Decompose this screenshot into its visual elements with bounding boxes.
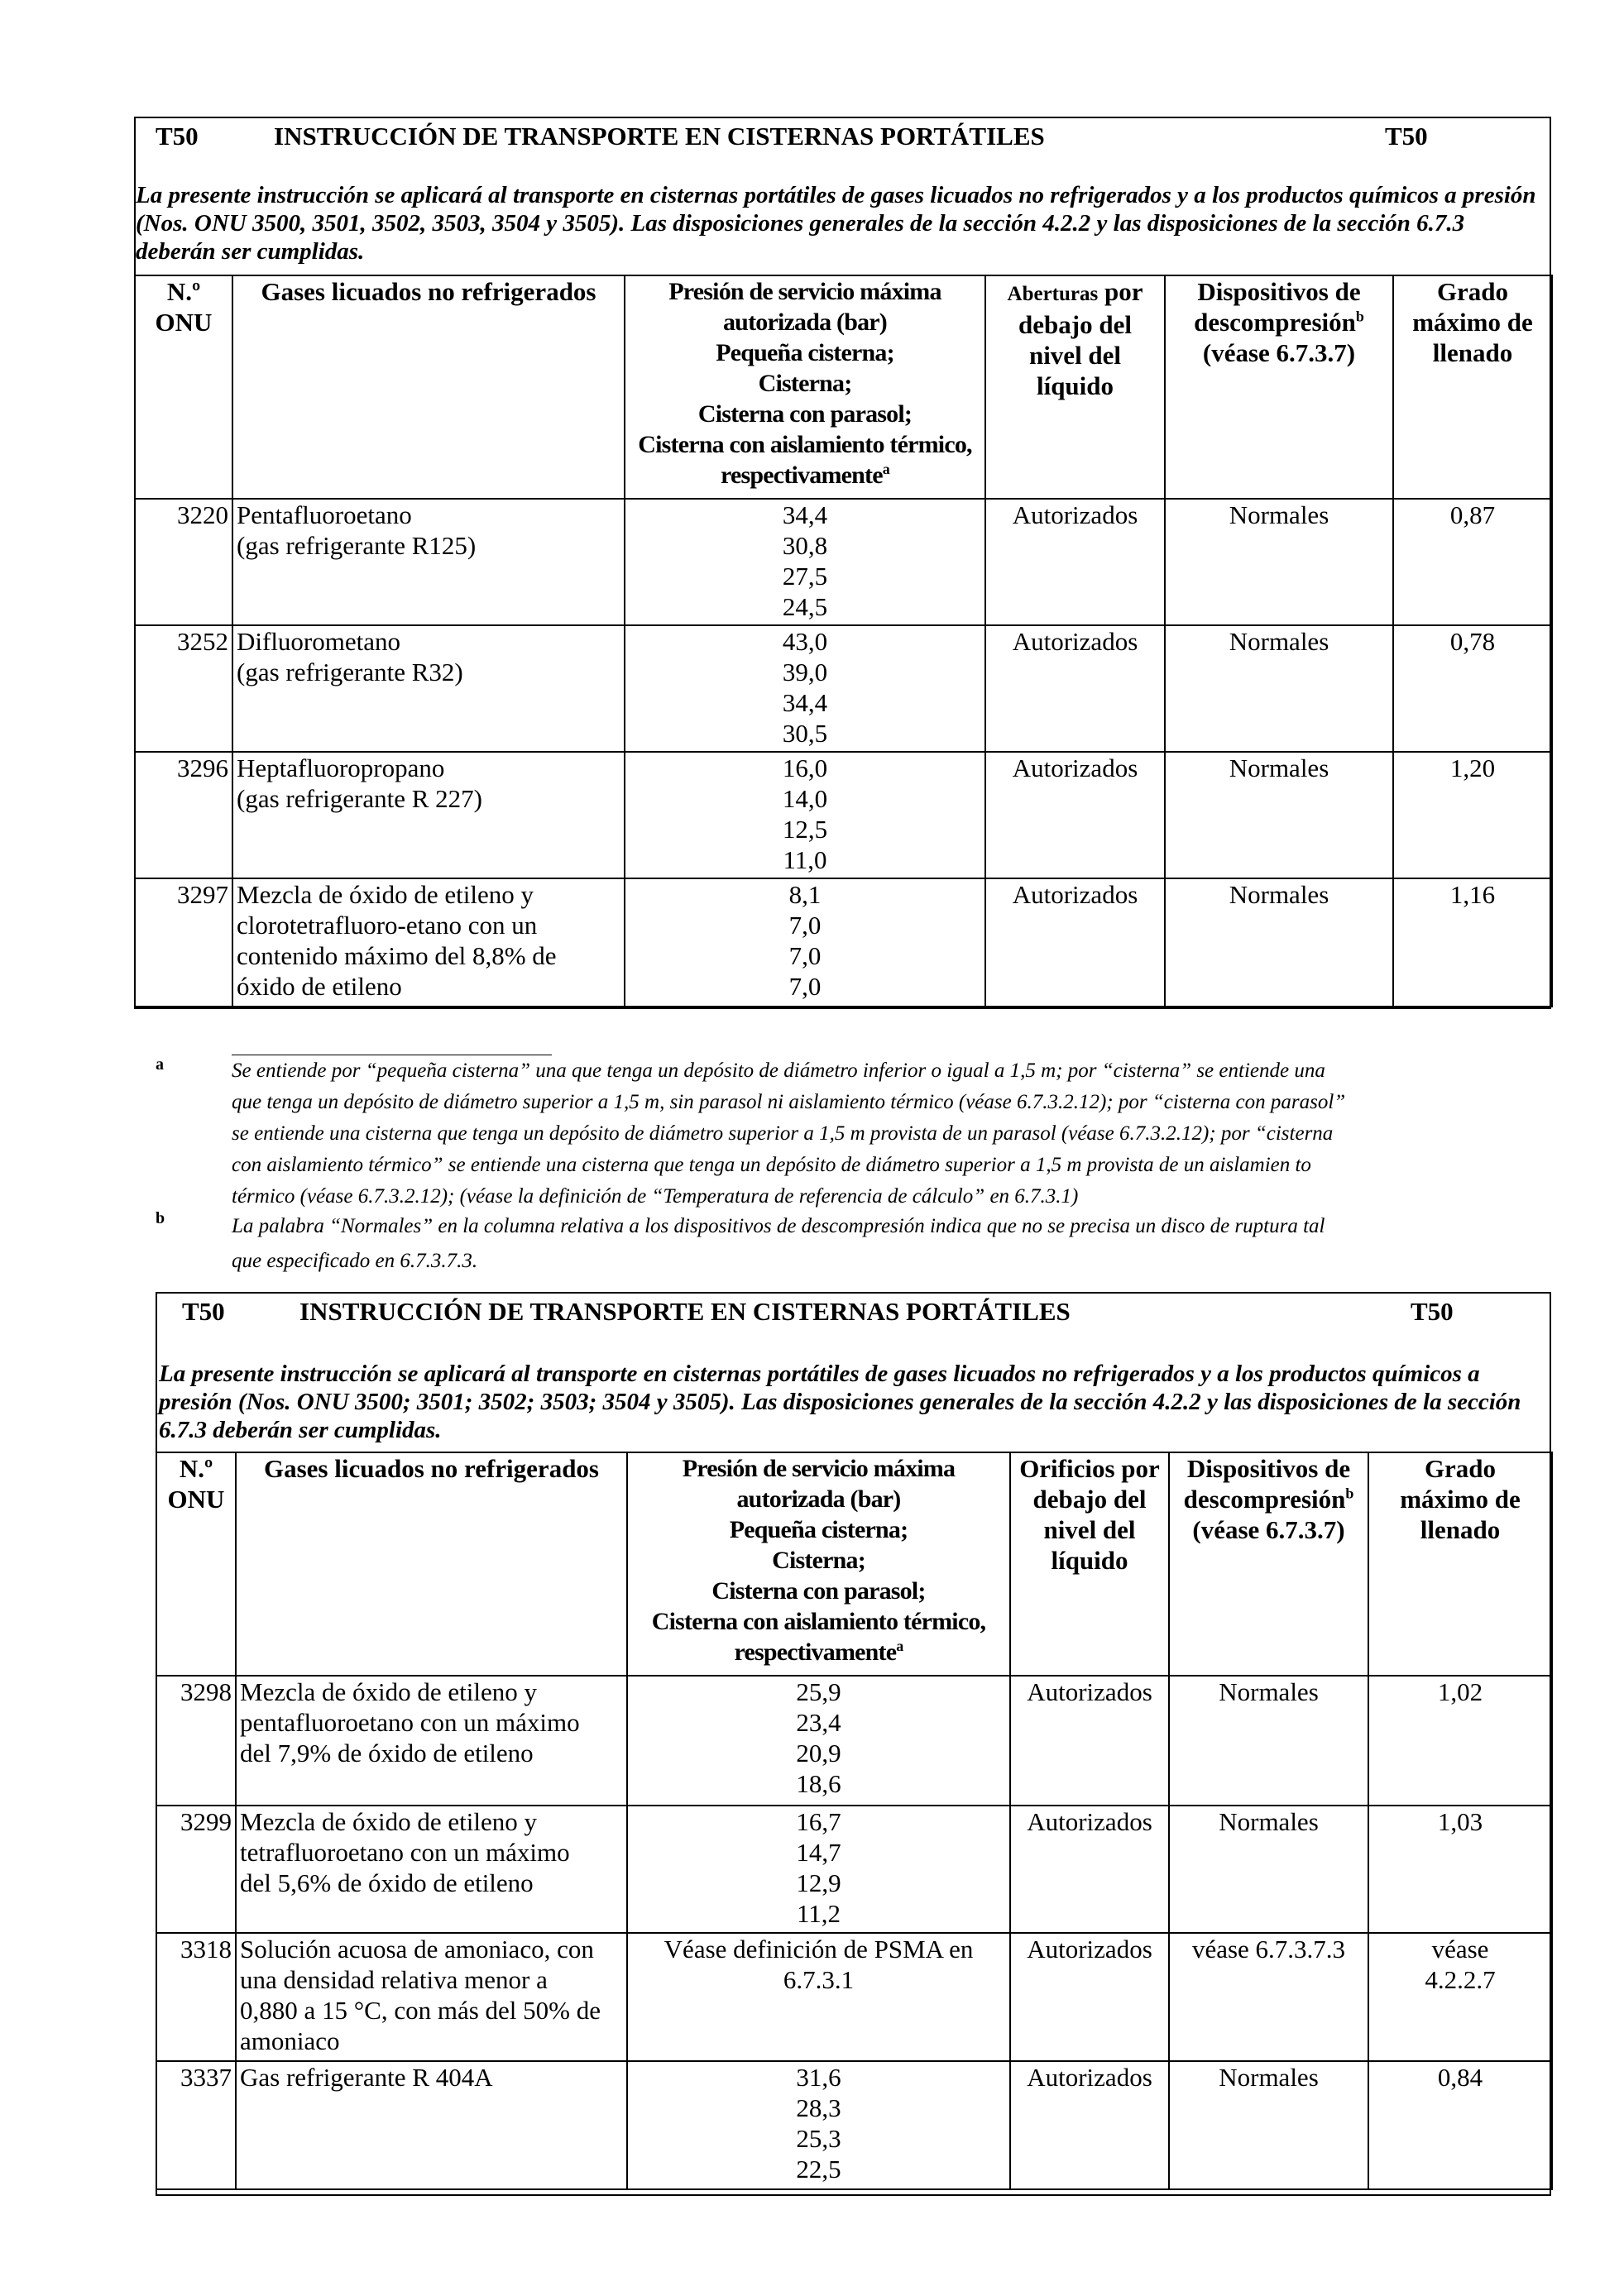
cell-presion: 34,4 30,8 27,5 24,5 [625, 499, 985, 625]
header-aberturas: Aberturas por debajo del nivel del líquido [985, 275, 1165, 499]
instruction-table-block-2 [156, 1292, 1551, 2196]
cell-presion: 16,0 14,0 12,5 11,0 [625, 752, 985, 878]
instruction-table-block-1 [134, 117, 1551, 1009]
cell-onu: 3297 [135, 878, 232, 1007]
cell-aberturas: Autorizados [985, 752, 1165, 878]
cell-dispositivos: Normales [1169, 1806, 1368, 1933]
cell-gas: Difluorometano (gas refrigerante R32) [232, 625, 625, 752]
table-header-row [135, 275, 1552, 499]
header-dispositivos: Dispositivos de descompresión$^b$ (véase 6.7.3.7) [1165, 275, 1393, 499]
cell-gas: Gas refrigerante R 404A [236, 2061, 627, 2189]
header-gases: Gases licuados no refrigerados [236, 1452, 627, 1676]
header-orificios: Orificios por debajo del nivel del líquido [1010, 1452, 1169, 1676]
instruction-code-right: T50 [1385, 122, 1428, 151]
gases-table [156, 1452, 1553, 2190]
header-gases: Gases licuados no refrigerados [232, 275, 625, 499]
cell-orificios: Autorizados [1010, 1676, 1169, 1806]
header-onu: N.º ONU [135, 275, 232, 499]
cell-grado: 0,84 [1368, 2061, 1552, 2189]
table-title-row [157, 1294, 1550, 1333]
table-row [135, 878, 1552, 1007]
instruction-code-left: T50 [182, 1297, 225, 1326]
cell-presion: 16,7 14,7 12,9 11,2 [627, 1806, 1010, 1933]
table-row [135, 625, 1552, 752]
cell-gas: Mezcla de óxido de etileno y pentafluoroetano con un máximo del 7,9% de óxido de etileno [236, 1676, 627, 1806]
header-dispositivos: Dispositivos de descompresión$^b$ (véase 6.7.3.7) [1169, 1452, 1368, 1676]
cell-dispositivos: Normales [1169, 1676, 1368, 1806]
cell-dispositivos: véase 6.7.3.7.3 [1169, 1933, 1368, 2061]
cell-grado: 0,87 [1393, 499, 1552, 625]
table-row [156, 2061, 1552, 2189]
footnote-b-mark: b [156, 1209, 165, 1227]
table-row [135, 499, 1552, 625]
cell-orificios: Autorizados [1010, 1933, 1169, 2061]
cell-aberturas: Autorizados [985, 878, 1165, 1007]
cell-presion: 43,0 39,0 34,4 30,5 [625, 625, 985, 752]
cell-gas: Mezcla de óxido de etileno y tetrafluoroetano con un máximo del 5,6% de óxido de etileno [236, 1806, 627, 1933]
cell-onu: 3299 [156, 1806, 236, 1933]
cell-grado: véase 4.2.2.7 [1368, 1933, 1552, 2061]
cell-presion: Véase definición de PSMA en 6.7.3.1 [627, 1933, 1010, 2061]
instruction-title: INSTRUCCIÓN DE TRANSPORTE EN CISTERNAS PORTÁTILES [274, 122, 1045, 151]
cell-grado: 1,02 [1368, 1676, 1552, 1806]
table-row [156, 1933, 1552, 2061]
cell-grado: 0,78 [1393, 625, 1552, 752]
cell-presion: 8,1 7,0 7,0 7,0 [625, 878, 985, 1007]
cell-onu: 3298 [156, 1676, 236, 1806]
gases-table [134, 275, 1553, 1007]
cell-gas: Mezcla de óxido de etileno y clorotetrafluoro-etano con un contenido máximo del 8,8% de óxido de etileno [232, 878, 625, 1007]
cell-grado: 1,03 [1368, 1806, 1552, 1933]
footnote-b: La palabra “Normales” en la columna relativa a los dispositivos de descompresión indica que no se precisa un disco de ruptura tal que especificado en 6.7.3.7.3. [232, 1215, 1325, 1272]
cell-orificios: Autorizados [1010, 2061, 1169, 2189]
header-grado: Grado máximo de llenado [1393, 275, 1552, 499]
header-presion: Presión de servicio máxima autorizada (bar) Pequeña cisterna; Cisterna; Cisterna con parasol; Cisterna con aislamiento térmico, respectivamente$^a$ [627, 1452, 1010, 1676]
cell-grado: 1,16 [1393, 878, 1552, 1007]
cell-orificios: Autorizados [1010, 1806, 1169, 1933]
cell-dispositivos: Normales [1169, 2061, 1368, 2189]
cell-presion: 25,9 23,4 20,9 18,6 [627, 1676, 1010, 1806]
footnote-a-mark: a [156, 1055, 164, 1074]
cell-dispositivos: Normales [1165, 625, 1393, 752]
cell-dispositivos: Normales [1165, 499, 1393, 625]
cell-dispositivos: Normales [1165, 752, 1393, 878]
cell-gas: Heptafluoropropano (gas refrigerante R 227) [232, 752, 625, 878]
footnote-a: Se entiende por “pequeña cisterna” una que tenga un depósito de diámetro inferior o igual a 1,5 m; por “cisterna” se entiende una que tenga un depósito de diámetro superior a 1,5 m, sin parasol ni aislamiento térmico (véase 6.7.3.2.12); por “cisterna con parasol” se entiende una cisterna que tenga un depósito de diámetro superior a 1,5 m provista de un parasol (véase 6.7.3.2.12); por “cisterna con aislamiento térmico” se entiende una cisterna que tenga un depósito de diámetro superior a 1,5 m provista de un aislamien to térmico (véase 6.7.3.2.12); (véase la definición de “Temperatura de referencia de cálculo” en 6.7.3.1) [232, 1060, 1346, 1208]
table-row [135, 752, 1552, 878]
cell-presion: 31,6 28,3 25,3 22,5 [627, 2061, 1010, 2189]
cell-onu: 3220 [135, 499, 232, 625]
cell-onu: 3337 [156, 2061, 236, 2189]
table-row [156, 1676, 1552, 1806]
cell-onu: 3296 [135, 752, 232, 878]
cell-dispositivos: Normales [1165, 878, 1393, 1007]
instruction-intro: La presente instrucción se aplicará al transporte en cisternas portátiles de gases licuados no refrigerados y a los productos químicos a presión (Nos. ONU 3500; 3501; 3502; 3503; 3504 y 3505). Las disposiciones generales de la sección 4.2.2 y las disposiciones de la sección 6.7.3 deberán ser cumplidas. [159, 1361, 1521, 1443]
instruction-code-right: T50 [1411, 1297, 1454, 1326]
cell-aberturas: Autorizados [985, 499, 1165, 625]
header-presion: Presión de servicio máxima autorizada (bar) Pequeña cisterna; Cisterna; Cisterna con parasol; Cisterna con aislamiento térmico, respectivamente$^a$ [625, 275, 985, 499]
table-row [156, 1806, 1552, 1933]
table-header-row [156, 1452, 1552, 1676]
cell-gas: Pentafluoroetano (gas refrigerante R125) [232, 499, 625, 625]
instruction-intro: La presente instrucción se aplicará al transporte en cisternas portátiles de gases licuados no refrigerados y a los productos químicos a presión (Nos. ONU 3500, 3501, 3502, 3503, 3504 y 3505). Las disposiciones generales de la sección 4.2.2 y las disposiciones de la sección 6.7.3 deberán ser cumplidas. [136, 182, 1536, 265]
cell-aberturas: Autorizados [985, 625, 1165, 752]
instruction-code-left: T50 [156, 122, 199, 151]
header-onu: N.º ONU [156, 1452, 236, 1676]
instruction-title: INSTRUCCIÓN DE TRANSPORTE EN CISTERNAS PORTÁTILES [299, 1297, 1071, 1326]
table-title-row [136, 118, 1550, 158]
header-grado: Grado máximo de llenado [1368, 1452, 1552, 1676]
cell-grado: 1,20 [1393, 752, 1552, 878]
cell-gas: Solución acuosa de amoniaco, con una densidad relativa menor a 0,880 a 15 °C, con más del 50% de amoniaco [236, 1933, 627, 2061]
cell-onu: 3252 [135, 625, 232, 752]
cell-onu: 3318 [156, 1933, 236, 2061]
